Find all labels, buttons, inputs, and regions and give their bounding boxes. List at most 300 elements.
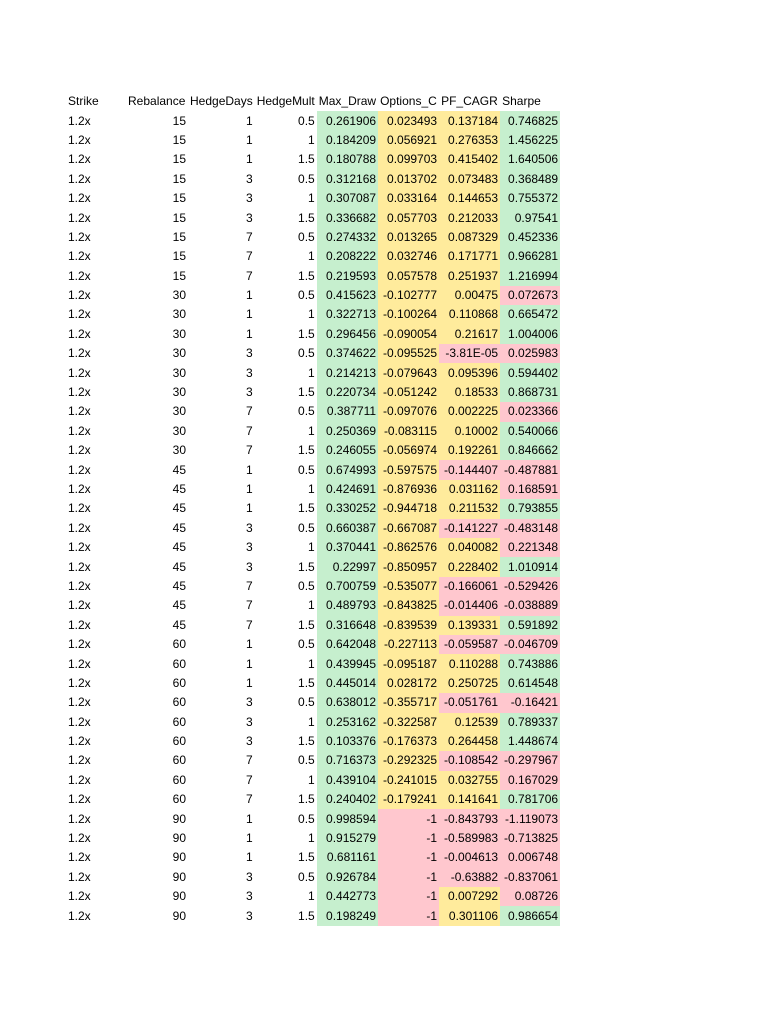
strike-cell[interactable]: 1.2x xyxy=(68,617,91,632)
pf-cagr-cell[interactable]: 0.002225 xyxy=(439,402,500,421)
strike-cell[interactable]: 1.2x xyxy=(68,423,91,438)
options-c-cell[interactable]: -0.876936 xyxy=(378,480,439,499)
max-draw-cell[interactable]: 0.998594 xyxy=(317,809,378,828)
strike-cell[interactable]: 1.2x xyxy=(68,578,91,593)
pf-cagr-cell[interactable]: -0.014406 xyxy=(439,596,500,615)
hedge-mult-cell[interactable]: 1 xyxy=(308,714,315,729)
sharpe-cell[interactable]: 0.540066 xyxy=(500,422,560,441)
strike-cell[interactable]: 1.2x xyxy=(68,772,91,787)
pf-cagr-cell[interactable]: 0.212033 xyxy=(439,208,500,227)
hedge-mult-cell[interactable]: 1 xyxy=(308,249,315,264)
hedge-mult-cell[interactable]: 1.5 xyxy=(298,501,315,516)
max-draw-cell[interactable]: 0.915279 xyxy=(317,829,378,848)
pf-cagr-cell[interactable]: 0.095396 xyxy=(439,363,500,382)
hedge-mult-cell[interactable]: 1 xyxy=(308,307,315,322)
pf-cagr-cell[interactable]: 0.12539 xyxy=(439,713,500,732)
options-c-cell[interactable]: -0.095525 xyxy=(378,344,439,363)
pf-cagr-cell[interactable]: 0.276353 xyxy=(439,131,500,150)
pf-cagr-cell[interactable]: 0.087329 xyxy=(439,228,500,247)
hedge-days-cell[interactable]: 1 xyxy=(246,482,253,496)
options-c-cell[interactable]: -1 xyxy=(378,906,439,925)
rebalance-cell[interactable]: 90 xyxy=(172,869,186,884)
hedge-days-cell[interactable]: 3 xyxy=(246,908,253,923)
max-draw-cell[interactable]: 0.184209 xyxy=(317,131,378,150)
hedge-mult-cell[interactable]: 1 xyxy=(308,831,315,846)
hedge-mult-cell[interactable]: 1.5 xyxy=(298,908,315,923)
rebalance-cell[interactable]: 45 xyxy=(172,559,186,574)
max-draw-cell[interactable]: 0.253162 xyxy=(317,713,378,732)
options-c-cell[interactable]: -0.090054 xyxy=(378,325,439,344)
max-draw-cell[interactable]: 0.296456 xyxy=(317,325,378,344)
strike-cell[interactable]: 1.2x xyxy=(68,210,91,225)
sharpe-cell[interactable]: 0.986654 xyxy=(500,906,560,925)
strike-cell[interactable]: 1.2x xyxy=(68,695,91,710)
options-c-cell[interactable]: -0.083115 xyxy=(378,422,439,441)
sharpe-cell[interactable]: 0.743886 xyxy=(500,654,560,673)
sharpe-cell[interactable]: 0.966281 xyxy=(500,247,560,266)
strike-cell[interactable]: 1.2x xyxy=(68,171,91,186)
max-draw-cell[interactable]: 0.214213 xyxy=(317,363,378,382)
rebalance-cell[interactable]: 90 xyxy=(172,811,186,826)
options-c-cell[interactable]: -0.850957 xyxy=(378,557,439,576)
max-draw-cell[interactable]: 0.274332 xyxy=(317,228,378,247)
sharpe-cell[interactable]: 0.665472 xyxy=(500,305,560,324)
pf-cagr-cell[interactable]: -0.63882 xyxy=(439,868,500,887)
strike-cell[interactable]: 1.2x xyxy=(68,346,91,361)
hedge-days-cell[interactable]: 7 xyxy=(246,792,253,807)
options-c-cell[interactable]: 0.057703 xyxy=(378,208,439,227)
sharpe-cell[interactable]: 1.216994 xyxy=(500,267,560,286)
hedge-mult-cell[interactable]: 1.5 xyxy=(298,559,315,574)
options-c-cell[interactable]: 0.013702 xyxy=(378,170,439,189)
options-c-cell[interactable]: 0.013265 xyxy=(378,228,439,247)
hedge-mult-cell[interactable]: 0.5 xyxy=(298,695,315,710)
sharpe-cell[interactable]: -0.483148 xyxy=(500,519,560,538)
rebalance-cell[interactable]: 60 xyxy=(172,753,186,768)
options-c-cell[interactable]: -0.095187 xyxy=(378,654,439,673)
max-draw-cell[interactable]: 0.660387 xyxy=(317,519,378,538)
max-draw-cell[interactable]: 0.638012 xyxy=(317,693,378,712)
strike-cell[interactable]: 1.2x xyxy=(68,540,91,555)
hedge-days-cell[interactable]: 1 xyxy=(246,501,253,516)
hedge-mult-cell[interactable]: 0.5 xyxy=(298,520,315,535)
sharpe-cell[interactable]: -0.837061 xyxy=(500,868,560,887)
hedge-mult-cell[interactable]: 0.5 xyxy=(298,171,315,186)
max-draw-cell[interactable]: 0.336682 xyxy=(317,208,378,227)
hedge-mult-cell[interactable]: 1 xyxy=(308,656,315,671)
hedge-mult-cell[interactable]: 1 xyxy=(308,482,315,496)
rebalance-cell[interactable]: 15 xyxy=(172,229,186,244)
hedge-mult-cell[interactable]: 1 xyxy=(308,191,315,206)
hedge-mult-cell[interactable]: 0.5 xyxy=(298,637,315,652)
strike-cell[interactable]: 1.2x xyxy=(68,249,91,264)
hedge-days-cell[interactable]: 1 xyxy=(246,113,253,128)
pf-cagr-cell[interactable]: -0.589983 xyxy=(439,829,500,848)
options-c-cell[interactable]: -0.839539 xyxy=(378,616,439,635)
pf-cagr-cell[interactable]: 0.144653 xyxy=(439,189,500,208)
hedge-days-cell[interactable]: 7 xyxy=(246,578,253,593)
hedge-days-cell[interactable]: 3 xyxy=(246,889,253,904)
hedge-mult-cell[interactable]: 0.5 xyxy=(298,346,315,361)
hedge-mult-cell[interactable]: 1.5 xyxy=(298,734,315,749)
options-c-cell[interactable]: -0.097076 xyxy=(378,402,439,421)
strike-cell[interactable]: 1.2x xyxy=(68,598,91,613)
options-c-cell[interactable]: -0.176373 xyxy=(378,732,439,751)
pf-cagr-cell[interactable]: -0.004613 xyxy=(439,848,500,867)
hedge-mult-cell[interactable]: 1 xyxy=(308,365,315,380)
rebalance-cell[interactable]: 15 xyxy=(172,113,186,128)
hedge-days-cell[interactable]: 1 xyxy=(246,811,253,826)
max-draw-cell[interactable]: 0.322713 xyxy=(317,305,378,324)
hedge-days-cell[interactable]: 1 xyxy=(246,326,253,341)
sharpe-cell[interactable]: 1.448674 xyxy=(500,732,560,751)
rebalance-cell[interactable]: 90 xyxy=(172,831,186,846)
sharpe-cell[interactable]: -0.487881 xyxy=(500,460,560,479)
rebalance-cell[interactable]: 30 xyxy=(172,423,186,438)
strike-cell[interactable]: 1.2x xyxy=(68,482,91,496)
hedge-mult-cell[interactable]: 1 xyxy=(308,132,315,147)
options-c-cell[interactable]: -0.102777 xyxy=(378,286,439,305)
hedge-days-cell[interactable]: 1 xyxy=(246,132,253,147)
header-cell[interactable]: HedgeMult xyxy=(256,94,315,109)
strike-cell[interactable]: 1.2x xyxy=(68,714,91,729)
hedge-mult-cell[interactable]: 1 xyxy=(308,598,315,613)
hedge-days-cell[interactable]: 7 xyxy=(246,268,253,283)
hedge-days-cell[interactable]: 7 xyxy=(246,772,253,787)
max-draw-cell[interactable]: 0.316648 xyxy=(317,616,378,635)
pf-cagr-cell[interactable]: -0.843793 xyxy=(439,809,500,828)
pf-cagr-cell[interactable]: -0.108542 xyxy=(439,751,500,770)
rebalance-cell[interactable]: 30 xyxy=(172,288,186,303)
max-draw-cell[interactable]: 0.681161 xyxy=(317,848,378,867)
rebalance-cell[interactable]: 15 xyxy=(172,210,186,225)
sharpe-cell[interactable]: -0.16421 xyxy=(500,693,560,712)
strike-cell[interactable]: 1.2x xyxy=(68,268,91,283)
hedge-mult-cell[interactable]: 0.5 xyxy=(298,113,315,128)
max-draw-cell[interactable]: 0.374622 xyxy=(317,344,378,363)
sharpe-cell[interactable]: 1.010914 xyxy=(500,557,560,576)
rebalance-cell[interactable]: 15 xyxy=(172,191,186,206)
pf-cagr-cell[interactable]: 0.192261 xyxy=(439,441,500,460)
options-c-cell[interactable]: -0.227113 xyxy=(378,635,439,654)
pf-cagr-cell[interactable]: 0.211532 xyxy=(439,499,500,518)
rebalance-cell[interactable]: 30 xyxy=(172,365,186,380)
sharpe-cell[interactable]: -0.038889 xyxy=(500,596,560,615)
max-draw-cell[interactable]: 0.439945 xyxy=(317,654,378,673)
strike-cell[interactable]: 1.2x xyxy=(68,307,91,322)
pf-cagr-cell[interactable]: 0.171771 xyxy=(439,247,500,266)
sharpe-cell[interactable]: 0.167029 xyxy=(500,771,560,790)
hedge-days-cell[interactable]: 3 xyxy=(246,559,253,574)
max-draw-cell[interactable]: 0.261906 xyxy=(317,111,378,130)
rebalance-cell[interactable]: 90 xyxy=(172,889,186,904)
hedge-days-cell[interactable]: 1 xyxy=(246,462,253,477)
sharpe-cell[interactable]: 1.004006 xyxy=(500,325,560,344)
rebalance-cell[interactable]: 30 xyxy=(172,326,186,341)
hedge-mult-cell[interactable]: 1.5 xyxy=(298,326,315,341)
hedge-mult-cell[interactable]: 0.5 xyxy=(298,462,315,477)
pf-cagr-cell[interactable]: 0.141641 xyxy=(439,790,500,809)
max-draw-cell[interactable]: 0.246055 xyxy=(317,441,378,460)
max-draw-cell[interactable]: 0.240402 xyxy=(317,790,378,809)
rebalance-cell[interactable]: 30 xyxy=(172,404,186,419)
strike-cell[interactable]: 1.2x xyxy=(68,462,91,477)
rebalance-cell[interactable]: 15 xyxy=(172,268,186,283)
sharpe-cell[interactable]: 0.221348 xyxy=(500,538,560,557)
header-cell[interactable]: PF_CAGR xyxy=(441,94,498,109)
hedge-mult-cell[interactable]: 0.5 xyxy=(298,753,315,768)
hedge-mult-cell[interactable]: 1.5 xyxy=(298,617,315,632)
options-c-cell[interactable]: -0.843825 xyxy=(378,596,439,615)
options-c-cell[interactable]: -1 xyxy=(378,809,439,828)
strike-cell[interactable]: 1.2x xyxy=(68,656,91,671)
max-draw-cell[interactable]: 0.439104 xyxy=(317,771,378,790)
sharpe-cell[interactable]: 0.368489 xyxy=(500,170,560,189)
options-c-cell[interactable]: -1 xyxy=(378,887,439,906)
strike-cell[interactable]: 1.2x xyxy=(68,132,91,147)
pf-cagr-cell[interactable]: 0.10002 xyxy=(439,422,500,441)
pf-cagr-cell[interactable]: 0.032755 xyxy=(439,771,500,790)
strike-cell[interactable]: 1.2x xyxy=(68,365,91,380)
hedge-days-cell[interactable]: 3 xyxy=(246,385,253,400)
pf-cagr-cell[interactable]: 0.137184 xyxy=(439,111,500,130)
options-c-cell[interactable]: 0.099703 xyxy=(378,150,439,169)
options-c-cell[interactable]: -0.597575 xyxy=(378,460,439,479)
sharpe-cell[interactable]: 0.025983 xyxy=(500,344,560,363)
hedge-days-cell[interactable]: 3 xyxy=(246,365,253,380)
rebalance-cell[interactable]: 30 xyxy=(172,443,186,458)
max-draw-cell[interactable]: 0.642048 xyxy=(317,635,378,654)
hedge-days-cell[interactable]: 3 xyxy=(246,540,253,555)
header-cell[interactable]: Sharpe xyxy=(502,94,541,109)
hedge-mult-cell[interactable]: 1.5 xyxy=(298,385,315,400)
strike-cell[interactable]: 1.2x xyxy=(68,113,91,128)
options-c-cell[interactable]: -1 xyxy=(378,829,439,848)
hedge-days-cell[interactable]: 3 xyxy=(246,210,253,225)
options-c-cell[interactable]: -0.179241 xyxy=(378,790,439,809)
strike-cell[interactable]: 1.2x xyxy=(68,753,91,768)
max-draw-cell[interactable]: 0.307087 xyxy=(317,189,378,208)
options-c-cell[interactable]: 0.023493 xyxy=(378,111,439,130)
hedge-days-cell[interactable]: 3 xyxy=(246,695,253,710)
rebalance-cell[interactable]: 15 xyxy=(172,249,186,264)
sharpe-cell[interactable]: 0.793855 xyxy=(500,499,560,518)
strike-cell[interactable]: 1.2x xyxy=(68,501,91,516)
strike-cell[interactable]: 1.2x xyxy=(68,559,91,574)
hedge-days-cell[interactable]: 1 xyxy=(246,288,253,303)
sharpe-cell[interactable]: 0.846662 xyxy=(500,441,560,460)
max-draw-cell[interactable]: 0.330252 xyxy=(317,499,378,518)
hedge-days-cell[interactable]: 7 xyxy=(246,423,253,438)
rebalance-cell[interactable]: 45 xyxy=(172,482,186,496)
sharpe-cell[interactable]: -0.297967 xyxy=(500,751,560,770)
options-c-cell[interactable]: -0.535077 xyxy=(378,577,439,596)
sharpe-cell[interactable]: 0.452336 xyxy=(500,228,560,247)
hedge-days-cell[interactable]: 7 xyxy=(246,404,253,419)
max-draw-cell[interactable]: 0.700759 xyxy=(317,577,378,596)
max-draw-cell[interactable]: 0.926784 xyxy=(317,868,378,887)
strike-cell[interactable]: 1.2x xyxy=(68,792,91,807)
pf-cagr-cell[interactable]: -3.81E-05 xyxy=(439,344,500,363)
hedge-mult-cell[interactable]: 1.5 xyxy=(298,850,315,865)
hedge-mult-cell[interactable]: 0.5 xyxy=(298,578,315,593)
strike-cell[interactable]: 1.2x xyxy=(68,152,91,167)
sharpe-cell[interactable]: 0.746825 xyxy=(500,111,560,130)
hedge-days-cell[interactable]: 3 xyxy=(246,869,253,884)
strike-cell[interactable]: 1.2x xyxy=(68,637,91,652)
hedge-days-cell[interactable]: 3 xyxy=(246,191,253,206)
header-cell[interactable]: Rebalance xyxy=(128,94,186,109)
strike-cell[interactable]: 1.2x xyxy=(68,326,91,341)
sharpe-cell[interactable]: -0.713825 xyxy=(500,829,560,848)
strike-cell[interactable]: 1.2x xyxy=(68,520,91,535)
strike-cell[interactable]: 1.2x xyxy=(68,908,91,923)
max-draw-cell[interactable]: 0.312168 xyxy=(317,170,378,189)
hedge-mult-cell[interactable]: 1 xyxy=(308,423,315,438)
strike-cell[interactable]: 1.2x xyxy=(68,404,91,419)
sharpe-cell[interactable]: 0.781706 xyxy=(500,790,560,809)
hedge-days-cell[interactable]: 3 xyxy=(246,346,253,361)
hedge-days-cell[interactable]: 1 xyxy=(246,831,253,846)
pf-cagr-cell[interactable]: 0.031162 xyxy=(439,480,500,499)
options-c-cell[interactable]: -0.944718 xyxy=(378,499,439,518)
rebalance-cell[interactable]: 90 xyxy=(172,850,186,865)
pf-cagr-cell[interactable]: -0.166061 xyxy=(439,577,500,596)
max-draw-cell[interactable]: 0.442773 xyxy=(317,887,378,906)
pf-cagr-cell[interactable]: -0.051761 xyxy=(439,693,500,712)
options-c-cell[interactable]: 0.032746 xyxy=(378,247,439,266)
pf-cagr-cell[interactable]: 0.00475 xyxy=(439,286,500,305)
pf-cagr-cell[interactable]: 0.007292 xyxy=(439,887,500,906)
sharpe-cell[interactable]: 0.97541 xyxy=(500,208,560,227)
hedge-mult-cell[interactable]: 1.5 xyxy=(298,268,315,283)
options-c-cell[interactable]: 0.057578 xyxy=(378,267,439,286)
hedge-mult-cell[interactable]: 0.5 xyxy=(298,404,315,419)
max-draw-cell[interactable]: 0.103376 xyxy=(317,732,378,751)
strike-cell[interactable]: 1.2x xyxy=(68,831,91,846)
hedge-days-cell[interactable]: 7 xyxy=(246,443,253,458)
pf-cagr-cell[interactable]: 0.251937 xyxy=(439,267,500,286)
max-draw-cell[interactable]: 0.424691 xyxy=(317,480,378,499)
sharpe-cell[interactable]: 1.456225 xyxy=(500,131,560,150)
rebalance-cell[interactable]: 45 xyxy=(172,540,186,555)
max-draw-cell[interactable]: 0.370441 xyxy=(317,538,378,557)
rebalance-cell[interactable]: 45 xyxy=(172,462,186,477)
sharpe-cell[interactable]: 0.591892 xyxy=(500,616,560,635)
sharpe-cell[interactable]: 1.640506 xyxy=(500,150,560,169)
strike-cell[interactable]: 1.2x xyxy=(68,191,91,206)
strike-cell[interactable]: 1.2x xyxy=(68,675,91,690)
hedge-days-cell[interactable]: 1 xyxy=(246,152,253,167)
sharpe-cell[interactable]: 0.006748 xyxy=(500,848,560,867)
max-draw-cell[interactable]: 0.387711 xyxy=(317,402,378,421)
hedge-mult-cell[interactable]: 0.5 xyxy=(298,288,315,303)
max-draw-cell[interactable]: 0.208222 xyxy=(317,247,378,266)
rebalance-cell[interactable]: 60 xyxy=(172,695,186,710)
pf-cagr-cell[interactable]: 0.21617 xyxy=(439,325,500,344)
rebalance-cell[interactable]: 15 xyxy=(172,171,186,186)
strike-cell[interactable]: 1.2x xyxy=(68,734,91,749)
header-cell[interactable]: Strike xyxy=(68,94,99,109)
hedge-days-cell[interactable]: 7 xyxy=(246,598,253,613)
hedge-days-cell[interactable]: 3 xyxy=(246,714,253,729)
hedge-mult-cell[interactable]: 1.5 xyxy=(298,210,315,225)
rebalance-cell[interactable]: 60 xyxy=(172,772,186,787)
rebalance-cell[interactable]: 45 xyxy=(172,501,186,516)
pf-cagr-cell[interactable]: 0.110288 xyxy=(439,654,500,673)
hedge-mult-cell[interactable]: 0.5 xyxy=(298,811,315,826)
rebalance-cell[interactable]: 45 xyxy=(172,598,186,613)
rebalance-cell[interactable]: 30 xyxy=(172,385,186,400)
rebalance-cell[interactable]: 45 xyxy=(172,578,186,593)
hedge-days-cell[interactable]: 7 xyxy=(246,249,253,264)
max-draw-cell[interactable]: 0.716373 xyxy=(317,751,378,770)
max-draw-cell[interactable]: 0.674993 xyxy=(317,460,378,479)
strike-cell[interactable]: 1.2x xyxy=(68,229,91,244)
sharpe-cell[interactable]: -1.119073 xyxy=(500,809,560,828)
hedge-days-cell[interactable]: 3 xyxy=(246,734,253,749)
hedge-days-cell[interactable]: 7 xyxy=(246,617,253,632)
strike-cell[interactable]: 1.2x xyxy=(68,869,91,884)
pf-cagr-cell[interactable]: 0.264458 xyxy=(439,732,500,751)
options-c-cell[interactable]: -0.051242 xyxy=(378,383,439,402)
rebalance-cell[interactable]: 60 xyxy=(172,656,186,671)
options-c-cell[interactable]: 0.028172 xyxy=(378,674,439,693)
hedge-days-cell[interactable]: 3 xyxy=(246,520,253,535)
hedge-days-cell[interactable]: 1 xyxy=(246,656,253,671)
rebalance-cell[interactable]: 60 xyxy=(172,714,186,729)
strike-cell[interactable]: 1.2x xyxy=(68,889,91,904)
sharpe-cell[interactable]: -0.529426 xyxy=(500,577,560,596)
strike-cell[interactable]: 1.2x xyxy=(68,443,91,458)
header-cell[interactable]: HedgeDays xyxy=(190,94,253,109)
rebalance-cell[interactable]: 15 xyxy=(172,132,186,147)
max-draw-cell[interactable]: 0.180788 xyxy=(317,150,378,169)
rebalance-cell[interactable]: 30 xyxy=(172,307,186,322)
header-cell[interactable]: Options_C xyxy=(380,94,437,109)
header-cell[interactable]: Max_Draw xyxy=(318,94,377,109)
pf-cagr-cell[interactable]: 0.228402 xyxy=(439,557,500,576)
pf-cagr-cell[interactable]: -0.144407 xyxy=(439,460,500,479)
hedge-days-cell[interactable]: 1 xyxy=(246,307,253,322)
sharpe-cell[interactable]: 0.868731 xyxy=(500,383,560,402)
options-c-cell[interactable]: -0.292325 xyxy=(378,751,439,770)
rebalance-cell[interactable]: 60 xyxy=(172,675,186,690)
pf-cagr-cell[interactable]: -0.141227 xyxy=(439,519,500,538)
hedge-mult-cell[interactable]: 0.5 xyxy=(298,869,315,884)
rebalance-cell[interactable]: 90 xyxy=(172,908,186,923)
options-c-cell[interactable]: -0.667087 xyxy=(378,519,439,538)
max-draw-cell[interactable]: 0.220734 xyxy=(317,383,378,402)
options-c-cell[interactable]: -0.056974 xyxy=(378,441,439,460)
rebalance-cell[interactable]: 30 xyxy=(172,346,186,361)
options-c-cell[interactable]: 0.033164 xyxy=(378,189,439,208)
max-draw-cell[interactable]: 0.198249 xyxy=(317,906,378,925)
max-draw-cell[interactable]: 0.445014 xyxy=(317,674,378,693)
hedge-mult-cell[interactable]: 1.5 xyxy=(298,792,315,807)
pf-cagr-cell[interactable]: 0.073483 xyxy=(439,170,500,189)
pf-cagr-cell[interactable]: 0.040082 xyxy=(439,538,500,557)
sharpe-cell[interactable]: 0.594402 xyxy=(500,363,560,382)
pf-cagr-cell[interactable]: 0.415402 xyxy=(439,150,500,169)
max-draw-cell[interactable]: 0.489793 xyxy=(317,596,378,615)
max-draw-cell[interactable]: 0.219593 xyxy=(317,267,378,286)
max-draw-cell[interactable]: 0.415623 xyxy=(317,286,378,305)
rebalance-cell[interactable]: 45 xyxy=(172,520,186,535)
hedge-days-cell[interactable]: 7 xyxy=(246,229,253,244)
max-draw-cell[interactable]: 0.22997 xyxy=(317,557,378,576)
hedge-mult-cell[interactable]: 1.5 xyxy=(298,443,315,458)
